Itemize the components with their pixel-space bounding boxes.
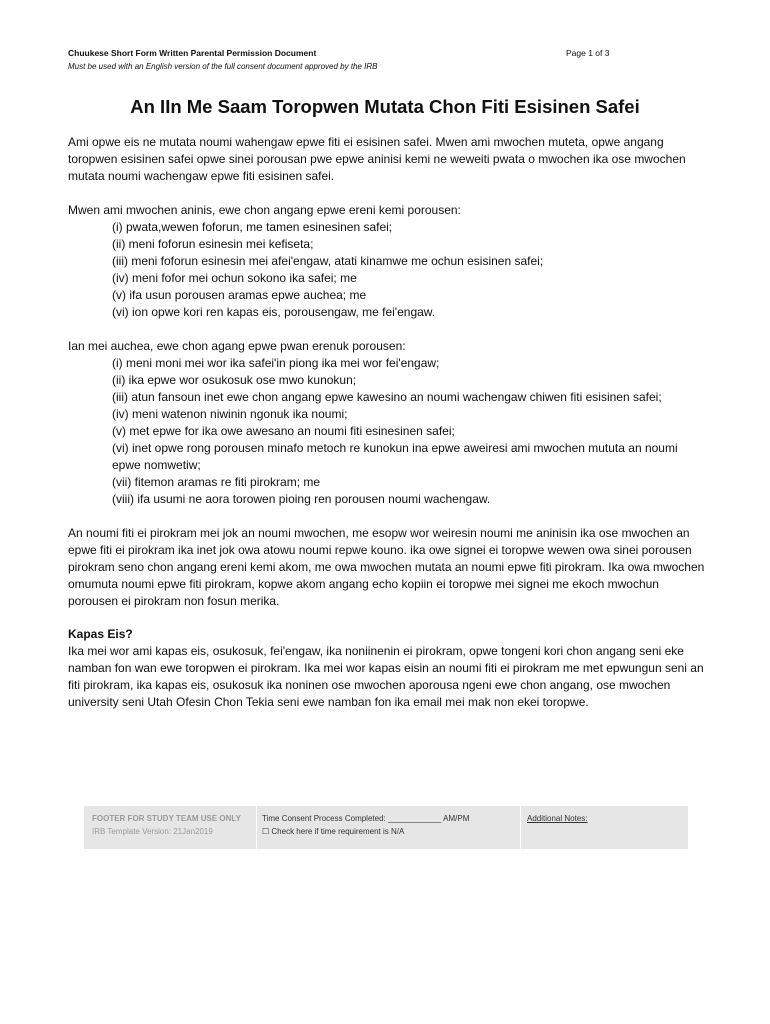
footer-team-block [92, 812, 257, 838]
page-number: Page 1 of 3 [566, 48, 610, 58]
study-team-footer [84, 806, 688, 849]
list-item: (iv) meni watenon niwinin ngonuk ika noumi; [112, 407, 348, 421]
intro-paragraph [68, 134, 708, 185]
list-item: (v) met epwe for ika owe awesano an noumi fiti esinesinen safei; [112, 424, 455, 438]
list-one [68, 202, 708, 321]
footer-divider [256, 806, 257, 849]
list-item: (i) pwata,wewen foforun, me tamen esinesinen safei; [112, 220, 393, 234]
footer-team-label: FOOTER FOR STUDY TEAM USE ONLY [92, 814, 241, 823]
list-item: (ii) ika epwe wor osukosuk ose mwo kunokun; [112, 373, 357, 387]
list-item: (vi) ion opwe kori ren kapas eis, porousengaw, me fei'engaw. [112, 305, 436, 319]
list-item: (iii) atun fansoun inet ewe chon angang epwe kawesino an noumi wachengaw chiwen fiti esisinen safei; [112, 390, 662, 404]
time-consent-field[interactable]: Time Consent Process Completed: ____________ AM/PM [262, 814, 470, 823]
section-heading: Kapas Eis? [68, 627, 133, 641]
list-item: (vii) fitemon aramas re fiti pirokram; me [112, 475, 321, 489]
participation-text: An noumi fiti ei pirokram mei jok an noumi mwochen, me esopw wor weiresin noumi me aninisin ika ose mwochen an epwe fiti ei pirokram ika inet jok owa atowu noumi repwe kouno. ika owe signei ei toropwe wewen owa sinei porousen pirokram seno chon angang ereni kemi akom, me owa mwochen mutata an noumi epwe fiti pirokram. Ika owa mwochen omumuta noumi epwe fiti pirokram, kopwe akom angang echo kopiin ei toropwe mei signei me ekoch mwochun porousen ei pirokram non fosun merika. [68, 526, 705, 608]
document-label: Chuukese Short Form Written Parental Permission Document [68, 48, 317, 58]
list-item: (iii) meni foforun esinesin mei afei'engaw, atati kinamwe me ochun esisinen safei; [112, 254, 544, 268]
intro-text: Ami opwe eis ne mutata noumi wahengaw epwe fiti ei esisinen safei. Mwen ami mwochen muteta, opwe angang toropwen esisinen safei opwe sinei porousan pwe epwe aninisi kemi ne weweiti pwata o mwochen ika ose mwochen mutata noumi wachengaw epwe fiti esisinen safei. [68, 135, 686, 183]
list-item: (iv) meni fofor mei ochun sokono ika safei; me [112, 271, 357, 285]
list-two [68, 338, 708, 508]
footer-divider [520, 806, 521, 849]
list-item: (i) meni moni mei wor ika safei'in piong ika mei wor fei'engaw; [112, 356, 440, 370]
participation-paragraph [68, 525, 708, 610]
list-one-intro: Mwen ami mwochen aninis, ewe chon angang epwe ereni kemi porousen: [68, 203, 461, 217]
document-subtitle: Must be used with an English version of the full consent document approved by the IRB [68, 62, 378, 71]
list-two-intro: Ian mei auchea, ewe chon agang epwe pwan erenuk porousen: [68, 339, 406, 353]
section-text: Ika mei wor ami kapas eis, osukosuk, fei'engaw, ika noniinenin ei pirokram, opwe tongeni kori chon angang seni eke namban fon wan ewe toropwen ei pirokram. Ika mei wor kapas eisin an noumi fiti ei pirokram me met epwungun seni an fiti pirokram, ika kapas eis, osukosuk ika noninen ose mwochen aporousa ngeni ewe chon angang, ose mwochen university seni Utah Ofesin Chon Tekia seni ewe namban fon ika email mei mak non ekei toropwe. [68, 644, 704, 709]
time-na-checkbox[interactable]: ☐ Check here if time requirement is N/A [262, 827, 405, 836]
page-title: An IIn Me Saam Toropwen Mutata Chon Fiti Esisinen Safei [130, 96, 640, 117]
list-item: (vi) inet opwe rong porousen minafo metoch re kunokun ina epwe aweiresi ami mwochen mututa an noumi epwe nomwetiw; [112, 441, 678, 472]
additional-notes-label: Additional Notes: [527, 814, 588, 823]
footer-time-block [262, 812, 469, 838]
list-item: (v) ifa usun porousen aramas epwe auchea; me [112, 288, 367, 302]
list-item: (viii) ifa usumi ne aora torowen pioing ren porousen noumi wachengaw. [112, 492, 491, 506]
footer-template-version: IRB Template Version: 21Jan2019 [92, 827, 213, 836]
questions-section [68, 626, 708, 711]
list-item: (ii) meni foforun esinesin mei kefiseta; [112, 237, 314, 251]
